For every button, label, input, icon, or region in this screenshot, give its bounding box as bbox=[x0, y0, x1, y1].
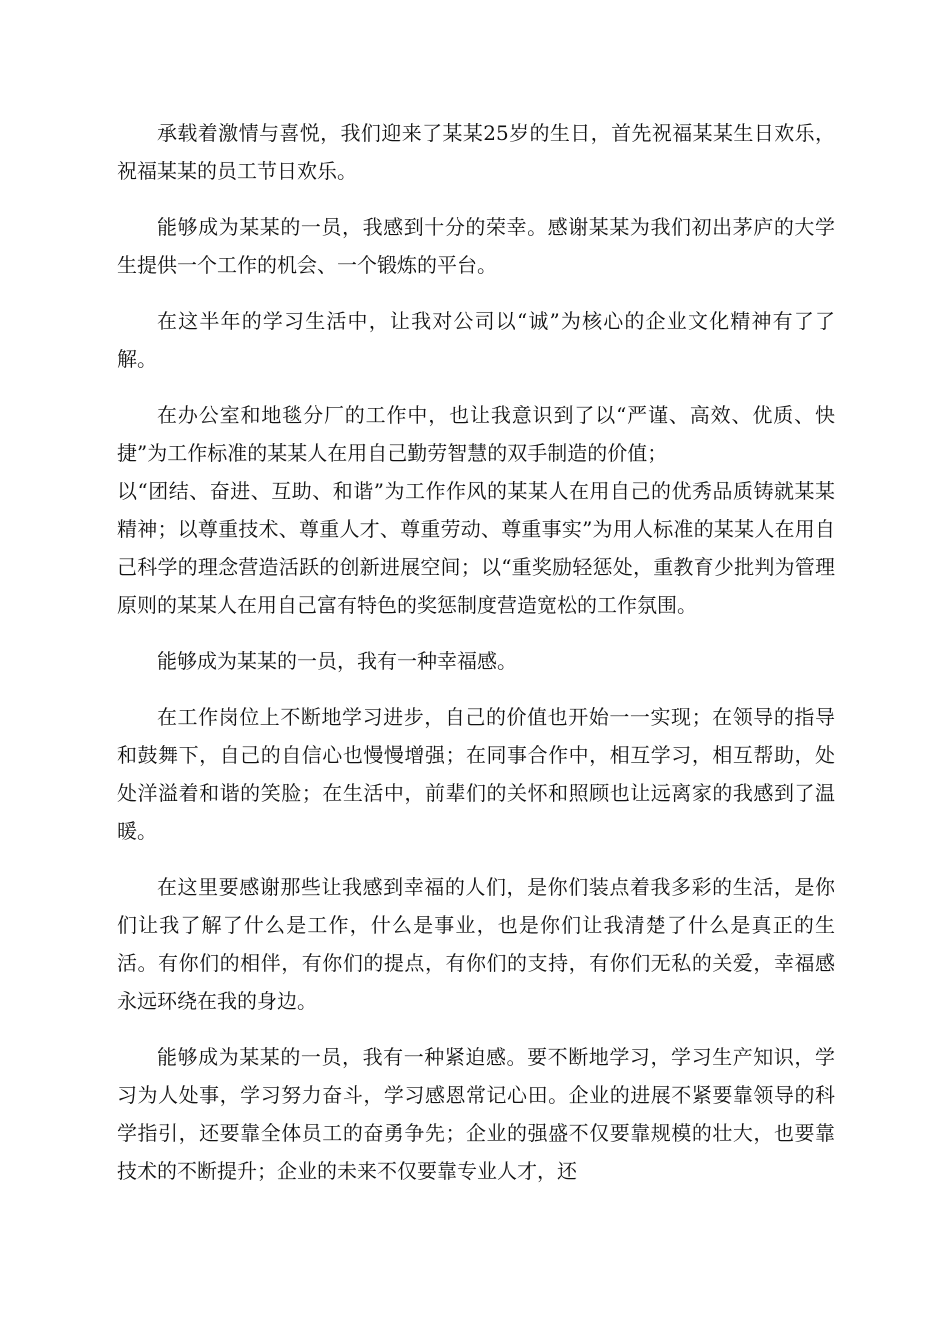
paragraph-1: 承载着激情与喜悦，我们迎来了某某25岁的生日，首先祝福某某生日欢乐，祝福某某的员工节日欢乐。 bbox=[117, 121, 835, 183]
paragraph-6: 能够成为某某的一员，我有一种幸福感。 bbox=[157, 649, 517, 673]
document-page bbox=[117, 0, 835, 1208]
paragraph-9: 能够成为某某的一员，我有一种紧迫感。要不断地学习，学习生产知识，学习为人处事，学习努力奋斗，学习感恩常记心田。企业的进展不紧要靠领导的科学指引，还要靠全体员工的奋勇争先；企业的强盛不仅要靠规模的壮大，也要靠技术的不断提升；企业的未来不仅要靠专业人才，还 bbox=[117, 1045, 835, 1183]
paragraph-8: 在这里要感谢那些让我感到幸福的人们，是你们装点着我多彩的生活，是你们让我了解了什么是工作，什么是事业，也是你们让我清楚了什么是真正的生活。有你们的相伴，有你们的提点，有你们的支持，有你们无私的关爱，幸福感永远环绕在我的身边。 bbox=[117, 875, 835, 1013]
paragraph-7: 在工作岗位上不断地学习进步，自己的价值也开始一一实现；在领导的指导和鼓舞下，自己的自信心也慢慢增强；在同事合作中，相互学习，相互帮助，处处洋溢着和谐的笑脸；在生活中，前辈们的关怀和照顾也让远离家的我感到了温暖。 bbox=[117, 705, 835, 843]
paragraph-4: 在办公室和地毯分厂的工作中，也让我意识到了以“严谨、高效、优质、快捷”为工作标准的某某人在用自己勤劳智慧的双手制造的价值； bbox=[117, 403, 835, 465]
paragraph-2: 能够成为某某的一员，我感到十分的荣幸。感谢某某为我们初出茅庐的大学生提供一个工作的机会、一个锻炼的平台。 bbox=[117, 215, 835, 277]
paragraph-3: 在这半年的学习生活中，让我对公司以“诚”为核心的企业文化精神有了了解。 bbox=[117, 309, 835, 371]
paragraph-5: 以“团结、奋进、互助、和谐”为工作作风的某某人在用自己的优秀品质铸就某某精神；以尊重技术、尊重人才、尊重劳动、尊重事实”为用人标准的某某人在用自己科学的理念营造活跃的创新进展空间；以“重奖励轻惩处，重教育少批判为管理原则的某某人在用自己富有特色的奖惩制度营造宽松的工作氛围。 bbox=[117, 479, 835, 617]
